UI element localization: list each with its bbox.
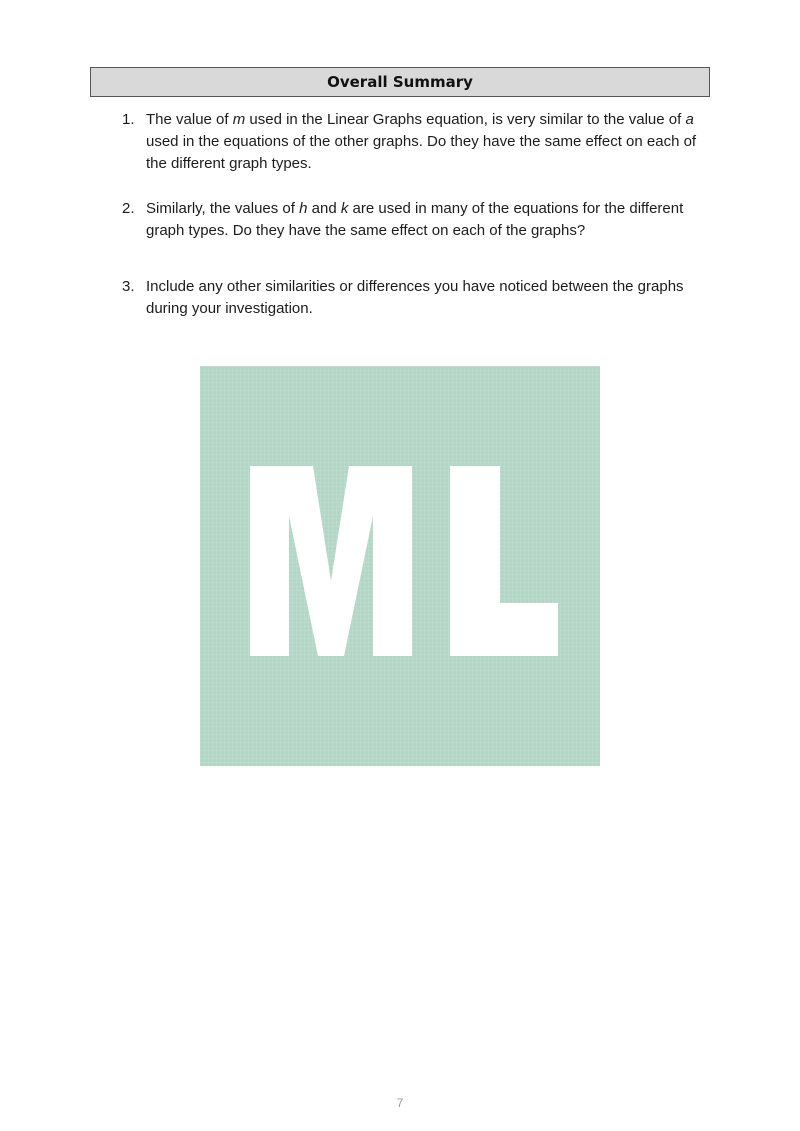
page-number: 7 [396, 1096, 404, 1110]
variable-name: a [685, 111, 694, 128]
text-segment: used in the Linear Graphs equation, is very similar to the value of [245, 111, 686, 128]
text-segment: are used in many of the equations for the different graph types. Do they have the same effect on each of the graphs? [146, 200, 684, 239]
question-number: 1. [122, 111, 135, 128]
text-segment: used in the equations of the other graphs. Do they have the same effect on each of the different graph types. [146, 133, 697, 172]
ml-logo-letters [200, 366, 600, 766]
logo-letter-l [450, 466, 558, 656]
variable-name: h [299, 200, 308, 217]
question-text [146, 276, 716, 320]
question-number: 3. [122, 278, 135, 295]
question-number: 2. [122, 200, 135, 217]
variable-name: k [340, 200, 349, 217]
text-segment: and [307, 200, 341, 217]
question-text [146, 109, 716, 175]
logo-letter-m [250, 466, 412, 656]
variable-name: m [232, 111, 246, 128]
section-header [90, 67, 710, 97]
text-segment: Include any other similarities or differences you have noticed between the graphs during your investigation. [146, 278, 684, 317]
text-segment: Similarly, the values of [146, 200, 300, 217]
section-title: Overall Summary [327, 73, 473, 91]
text-segment: The value of [146, 111, 233, 128]
question-text [146, 198, 716, 242]
ml-logo [200, 366, 600, 766]
